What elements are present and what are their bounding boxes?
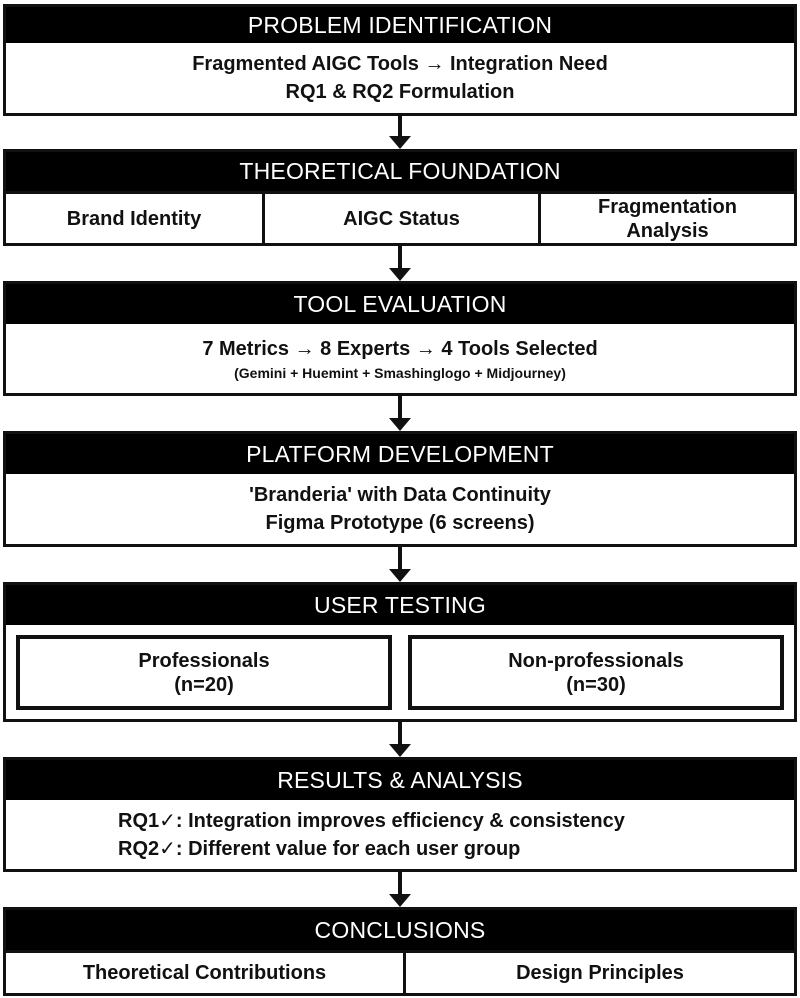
stage-conclusions <box>3 907 797 996</box>
stage-title: TOOL EVALUATION <box>6 284 794 324</box>
stage-line: Figma Prototype (6 screens) <box>265 512 535 534</box>
down-arrow-icon <box>392 547 408 582</box>
cell-brand-identity <box>6 194 265 243</box>
down-arrow-icon <box>392 396 408 431</box>
stage-body <box>6 43 794 113</box>
stage-line: RQ2✓: Different value for each user group <box>118 837 521 860</box>
stage-results-analysis <box>3 757 797 872</box>
stage-line: RQ1✓: Integration improves efficiency & consistency <box>118 809 625 832</box>
group-name: Professionals <box>138 649 270 672</box>
stage-title: CONCLUSIONS <box>6 910 794 950</box>
stage-body <box>6 800 794 869</box>
stage-title: PROBLEM IDENTIFICATION <box>6 7 794 43</box>
cell-label: Fragmentation <box>598 195 737 218</box>
group-size: (n=20) <box>174 673 234 696</box>
stage-line: RQ1 & RQ2 Formulation <box>285 81 515 103</box>
stage-line: Fragmented AIGC Tools → Integration Need <box>192 53 608 75</box>
stage-tool-evaluation <box>3 281 797 396</box>
cell-label: Analysis <box>626 219 709 242</box>
cell-aigc-status <box>265 194 541 243</box>
cell-design-principles <box>406 953 794 993</box>
group-name: Non-professionals <box>508 649 684 672</box>
group-professionals <box>16 635 392 710</box>
stage-line: 7 Metrics → 8 Experts → 4 Tools Selected <box>202 337 598 360</box>
group-non-professionals <box>408 635 784 710</box>
stage-body <box>6 324 794 393</box>
stage-title: USER TESTING <box>6 585 794 625</box>
stage-title: THEORETICAL FOUNDATION <box>6 152 794 191</box>
cell-fragmentation-analysis <box>541 194 794 243</box>
stage-theoretical-foundation <box>3 149 797 246</box>
stage-title: RESULTS & ANALYSIS <box>6 760 794 800</box>
stage-cells <box>6 191 794 243</box>
down-arrow-icon <box>392 872 408 907</box>
down-arrow-icon <box>392 722 408 757</box>
stage-title: PLATFORM DEVELOPMENT <box>6 434 794 474</box>
cell-label: Theoretical Contributions <box>82 962 327 984</box>
stage-note: (Gemini + Huemint + Smashinglogo + Midjourney) <box>234 364 566 381</box>
stage-user-testing <box>3 582 797 722</box>
cell-label: Brand Identity <box>66 207 202 230</box>
stage-cells <box>6 950 794 993</box>
stage-problem-identification <box>3 4 797 116</box>
down-arrow-icon <box>392 116 408 149</box>
cell-theoretical-contributions <box>6 953 406 993</box>
cell-label: Design Principles <box>516 962 684 984</box>
group-size: (n=30) <box>566 673 626 696</box>
stage-line: 'Branderia' with Data Continuity <box>249 484 551 506</box>
stage-body <box>6 474 794 544</box>
stage-platform-development <box>3 431 797 547</box>
cell-label: AIGC Status <box>343 207 460 230</box>
user-groups <box>6 625 794 720</box>
down-arrow-icon <box>392 246 408 281</box>
